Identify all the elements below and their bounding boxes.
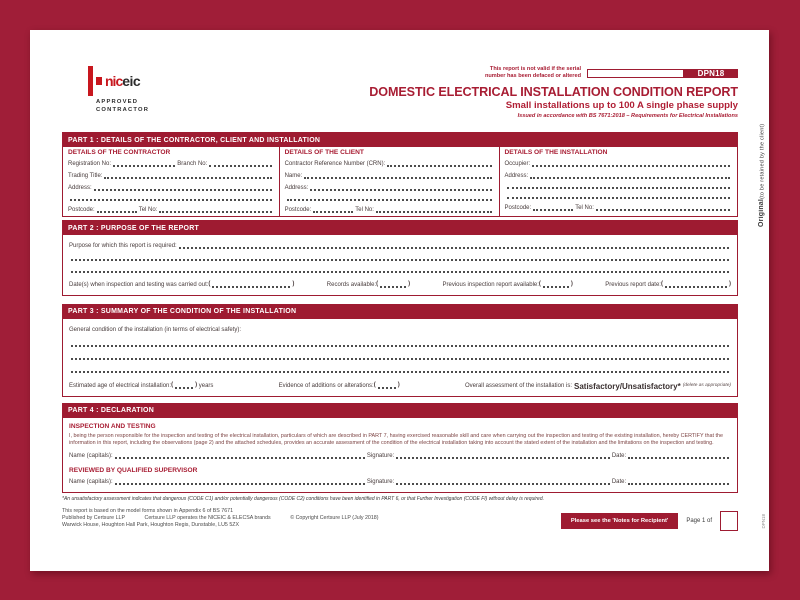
purpose-label: Purpose for which this report is required: — [69, 243, 177, 249]
paren: ) — [728, 281, 731, 287]
paren: ( — [660, 281, 663, 287]
inspector-signature-label: Signature: — [366, 452, 395, 459]
client-name-label: Name: — [284, 173, 303, 179]
supervisor-date-field — [628, 481, 729, 485]
paren: ) — [570, 281, 573, 287]
previous-report-available-field — [543, 284, 569, 288]
paren: ( — [538, 281, 541, 287]
logo-bar-icon — [88, 66, 93, 96]
crn-field — [387, 163, 491, 167]
supervisor-signature-label: Signature: — [366, 478, 395, 485]
client-tel-label: Tel No: — [355, 207, 374, 213]
logo-text-eic: eic — [122, 73, 141, 89]
registration-no-field — [113, 163, 175, 167]
niceic-logo — [88, 66, 149, 114]
contractor-tel-field — [159, 209, 271, 213]
inspector-date-field — [628, 455, 729, 459]
client-tel-field — [376, 209, 492, 213]
standard-reference-note: Issued in accordance with BS 7671:2018 – Requirements for Electrical Installations — [517, 113, 738, 119]
page-number-label: Page 1 of — [686, 517, 712, 524]
contractor-tel-label: Tel No: — [138, 207, 158, 213]
part4-header: PART 4 : DECLARATION — [63, 404, 737, 418]
supervisor-name-label: Name (capitals): — [69, 478, 113, 485]
paren: ( — [376, 281, 379, 287]
part1-header: PART 1 : DETAILS OF THE CONTRACTOR, CLIENT AND INSTALLATION — [63, 133, 737, 147]
trading-title-field — [104, 175, 271, 179]
estimated-age-field — [175, 385, 193, 389]
inspector-name-label: Name (capitals): — [69, 452, 113, 459]
report-subtitle: Small installations up to 100 A single phase supply — [505, 100, 738, 111]
years-label: years — [198, 382, 214, 389]
contractor-postcode-label: Postcode: — [68, 207, 95, 213]
declaration-text: I, being the person responsible for the inspection and testing of the electrical installation, particulars of which are described in PART 7, having exercised reasonable skill and care when carrying out the inspection and testing of the existing installation, hereby CERTIFY that the information in this report, including the observations (page 2) and the attached schedules, provides an accurate assessment of the condition of the electrical installation taking into account the stated extent of the installation and the limitations on the inspection and testing. — [69, 432, 723, 446]
installation-address-label: Address: — [504, 173, 529, 179]
logo-square-icon — [96, 77, 102, 85]
part2-section — [62, 220, 738, 296]
inspection-dates-label: Date(s) when inspection and testing was carried out: — [69, 281, 209, 288]
trading-title-label: Trading Title: — [68, 173, 103, 179]
previous-report-date-label: Previous report date: — [605, 281, 661, 288]
paren: ( — [373, 382, 376, 388]
inspection-dates-field — [212, 284, 290, 288]
supervisor-date-label: Date: — [611, 478, 627, 485]
overall-assessment-label: Overall assessment of the installation is: — [464, 382, 572, 389]
overall-assessment-value: Satisfactory/Unsatisfactory* — [574, 381, 681, 391]
client-address-field2 — [287, 197, 492, 201]
records-available-field — [380, 284, 406, 288]
paren: ( — [208, 281, 211, 287]
evidence-alterations-label: Evidence of additions or alterations: — [278, 382, 374, 389]
installation-details-column — [499, 147, 738, 216]
reviewed-by-supervisor-title: REVIEWED BY QUALIFIED SUPERVISOR — [69, 466, 198, 474]
branch-no-field — [209, 163, 271, 167]
inspector-signature-field — [396, 455, 610, 459]
logo-tagline-contractor: CONTRACTOR — [96, 106, 150, 113]
client-postcode-label: Postcode: — [284, 207, 312, 213]
purpose-field2 — [71, 257, 729, 261]
published-by-text: Published by Certsure LLP — [62, 514, 126, 521]
installation-address-field — [530, 175, 730, 179]
paren: ) — [408, 281, 411, 287]
evidence-alterations-field — [378, 385, 396, 389]
client-postcode-field — [313, 209, 353, 213]
part2-header: PART 2 : PURPOSE OF THE REPORT — [63, 221, 737, 235]
client-address-field — [310, 187, 491, 191]
paren: ( — [171, 382, 174, 388]
paren: ) — [397, 382, 400, 388]
report-title: DOMESTIC ELECTRICAL INSTALLATION CONDITION REPORT — [369, 85, 738, 99]
installation-postcode-label: Postcode: — [504, 205, 532, 211]
crn-label: Contractor Reference Number (CRN): — [284, 161, 386, 167]
page-count-box[interactable] — [720, 511, 738, 531]
inspection-and-testing-title: INSPECTION AND TESTING — [69, 422, 156, 430]
installation-address-field3 — [507, 195, 731, 199]
model-forms-note: This report is based on the model forms shown in Appendix 6 of BS 7671 — [62, 507, 234, 514]
delete-as-appropriate-note: (delete as appropriate) — [682, 382, 731, 388]
general-condition-field3 — [71, 369, 729, 373]
part4-section — [62, 403, 738, 493]
logo-text-nic: nic — [105, 73, 123, 89]
previous-report-available-label: Previous inspection report available: — [442, 281, 539, 288]
paren: ) — [292, 281, 295, 287]
form-code-badge: DPN18 — [684, 69, 738, 78]
contractor-details-column — [63, 147, 279, 216]
copy-designation-note: Original (to be retained by the client) — [758, 123, 766, 227]
contractor-details-title: DETAILS OF THE CONTRACTOR — [68, 149, 171, 156]
client-details-column — [279, 147, 499, 216]
purpose-field3 — [71, 269, 729, 273]
supervisor-signature-field — [396, 481, 610, 485]
purpose-field — [179, 245, 729, 249]
paren: ) — [195, 382, 198, 388]
publisher-address: Warwick House, Houghton Hall Park, Houghton Regis, Dunstable, LU5 5ZX — [62, 521, 240, 528]
estimated-age-label: Estimated age of electrical installation: — [69, 382, 172, 389]
contractor-postcode-field — [97, 209, 137, 213]
occupier-label: Occupier: — [504, 161, 531, 167]
part3-header: PART 3 : SUMMARY OF THE CONDITION OF THE INSTALLATION — [63, 305, 737, 319]
report-header — [278, 66, 738, 119]
installation-details-title: DETAILS OF THE INSTALLATION — [504, 149, 608, 156]
contractor-address-field — [94, 187, 272, 191]
operates-brands-text: Certsure LLP operates the NICEIC & ELECSA brands — [144, 514, 271, 521]
serial-validity-note: This report is not valid if the serial number has been defaced or altered — [484, 66, 581, 79]
installation-tel-field — [596, 207, 730, 211]
serial-number-box[interactable] — [587, 69, 684, 78]
installation-address-field2 — [507, 185, 731, 189]
page-footer — [62, 508, 738, 531]
general-condition-label: General condition of the installation (in terms of electrical safety): — [69, 326, 242, 333]
records-available-label: Records available: — [326, 281, 377, 288]
part3-section — [62, 304, 738, 397]
client-details-title: DETAILS OF THE CLIENT — [284, 149, 364, 156]
general-condition-field2 — [71, 356, 729, 360]
client-name-field — [304, 175, 491, 179]
supervisor-name-field — [115, 481, 365, 485]
edge-print-code: DPN18 — [761, 514, 766, 529]
logo-tagline-approved: APPROVED — [96, 99, 139, 105]
client-address-label: Address: — [284, 185, 309, 191]
inspector-date-label: Date: — [611, 452, 627, 459]
part1-section — [62, 132, 738, 217]
installation-tel-label: Tel No: — [575, 205, 594, 211]
notes-for-recipient-button[interactable]: Please see the 'Notes for Recipient' — [561, 513, 678, 529]
installation-postcode-field — [533, 207, 573, 211]
copyright-text: © Copyright Certsure LLP (July 2018) — [290, 514, 379, 521]
unsatisfactory-footnote: *An unsatisfactory assessment indicates that dangerous (CODE C1) and/or potentially dangerous (CODE C2) conditions have been identified in PART 6, or that Further Investigation (CODE FI) without delay is required. — [62, 495, 544, 502]
form-sheet — [30, 30, 769, 571]
registration-no-label: Registration No: — [68, 161, 112, 167]
general-condition-field — [71, 343, 729, 347]
contractor-address-field2 — [70, 197, 272, 201]
previous-report-date-field — [665, 284, 727, 288]
branch-no-label: Branch No: — [177, 161, 208, 167]
inspector-name-field — [115, 455, 365, 459]
contractor-address-label: Address: — [68, 185, 92, 191]
occupier-field — [532, 163, 730, 167]
